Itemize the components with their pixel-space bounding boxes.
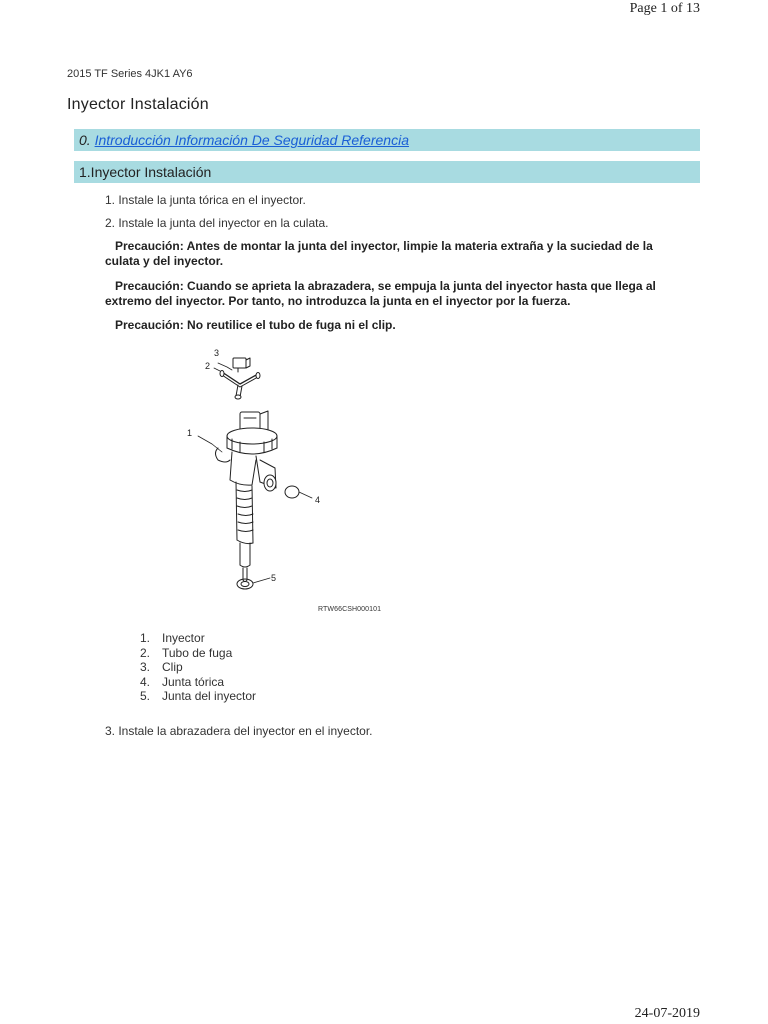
o-ring-part bbox=[285, 486, 299, 498]
gasket-part bbox=[237, 579, 253, 589]
caution-2: Precaución: Cuando se aprieta la abrazadera, se empuja la junta del inyector hasta que llega al extremo del inyector. Por tanto, no introduzca la junta en el inyector por la fuerza. bbox=[105, 279, 656, 308]
callout-3: 3 bbox=[214, 348, 220, 358]
list-item: 5. Junta del inyector bbox=[140, 689, 257, 704]
callout-1: 1 bbox=[187, 428, 193, 438]
figure-caption: RTW66CSH000101 bbox=[318, 606, 382, 613]
leak-tube-part bbox=[220, 371, 260, 400]
parts-list bbox=[140, 631, 256, 704]
injector-part bbox=[216, 411, 278, 582]
document-header: 2015 TF Series 4JK1 AY6 bbox=[67, 68, 193, 80]
clip-part bbox=[233, 358, 250, 372]
footer-date: 24-07-2019 bbox=[634, 1006, 700, 1021]
step-2: 2. Instale la junta del inyector en la culata. bbox=[105, 216, 329, 230]
list-item: 2. Tubo de fuga bbox=[140, 645, 233, 660]
section-prefix: 0. bbox=[79, 132, 91, 148]
callout-4: 4 bbox=[315, 495, 321, 505]
list-item: 4. Junta tórica bbox=[140, 674, 225, 689]
page-number: Page 1 of 13 bbox=[629, 1, 700, 16]
page-title: Inyector Instalación bbox=[67, 96, 209, 113]
step-1: 1. Instale la junta tórica en el inyector. bbox=[105, 193, 306, 207]
section-bar-intro bbox=[74, 129, 700, 151]
step-3: 3. Instale la abrazadera del inyector en el inyector. bbox=[105, 724, 373, 738]
callout-5: 5 bbox=[271, 573, 277, 583]
callout-2: 2 bbox=[205, 361, 211, 371]
caution-1: Precaución: Antes de montar la junta del inyector, limpie la materia extraña y la suciedad de la culata y del inyector. bbox=[105, 239, 653, 268]
injector-diagram bbox=[160, 340, 420, 625]
caution-3: Precaución: No reutilice el tubo de fuga ni el clip. bbox=[115, 318, 396, 332]
list-item: 1. Inyector bbox=[140, 631, 205, 645]
intro-safety-reference-link[interactable]: Introducción Información De Seguridad Referencia bbox=[94, 132, 409, 148]
list-item: 3. Clip bbox=[140, 660, 183, 675]
section-bar-installation: 1.Inyector Instalación bbox=[74, 161, 700, 183]
